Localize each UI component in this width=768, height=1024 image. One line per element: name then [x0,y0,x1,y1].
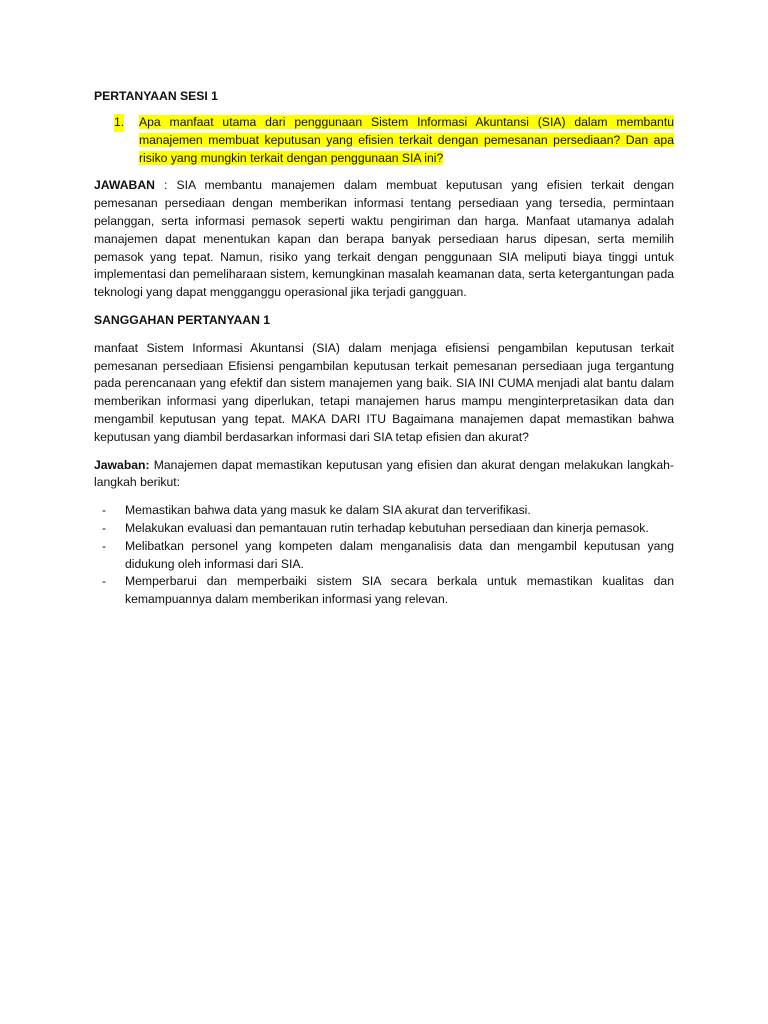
list-bullet: - [102,574,107,589]
question-text: Apa manfaat utama dari penggunaan Sistem Informasi Akuntansi (SIA) dalam membantu manajemen membuat keputusan yang efisien terkait dengan pemesanan persediaan? Dan apa risiko yang mungkin terkait dengan penggunaan SIA ini? [139,115,674,165]
list-item [94,573,674,609]
list-item-text: Melibatkan personel yang kompeten dalam menganalisis data dan mengambil keputusan yang didukung oleh informasi dari SIA. [125,538,674,571]
rebuttal-paragraph: manfaat Sistem Informasi Akuntansi (SIA) dalam menjaga efisiensi pengambilan keputusan terkait pemesanan persediaan Efisiensi pengambilan keputusan terkait pemesanan persediaan juga tergantung pada perencanaan yang efektif dan sistem manajemen yang baik. SIA INI CUMA menjadi alat bantu dalam memberikan informasi yang diperlukan, tetapi manajemen harus mampu menginterpretasikan data dan mengambil keputusan yang tepat. MAKA DARI ITU Bagaimana manajemen dapat memastikan bahwa keputusan yang diambil berdasarkan informasi dari SIA tetap efisien dan akurat? [94,340,674,444]
list-bullet: - [102,520,107,535]
list-item [94,502,674,520]
list-item-text: Melakukan evaluasi dan pemantauan rutin terhadap kebutuhan persediaan dan kinerja pemasok. [125,520,649,535]
answer2-paragraph [94,457,674,493]
rebuttal-heading: SANGGAHAN PERTANYAAN 1 [94,312,271,327]
list-item-text: Memastikan bahwa data yang masuk ke dalam SIA akurat dan terverifikasi. [125,503,531,518]
question-number: 1. [114,114,124,132]
question-list [94,114,674,167]
list-item [94,520,674,538]
answer2-label: Jawaban: [94,457,150,472]
list-item [94,538,674,574]
answer2-text: Manajemen dapat memastikan keputusan yang efisien dan akurat dengan melakukan langkah-langkah berikut: [94,457,674,490]
document-page [94,88,674,609]
answer-separator: : [154,178,177,193]
answer-text: SIA membantu manajemen dalam membuat keputusan yang efisien terkait dengan pemesanan persediaan dengan memberikan informasi tentang persediaan yang tersedia, permintaan pelanggan, serta informasi pemasok seperti waktu pengiriman dan harga. Manfaat utamanya adalah manajemen dapat menentukan kapan dan berapa banyak persediaan harus dipesan, serta memilih pemasok yang tepat. Namun, risiko yang terkait dengan penggunaan SIA meliputi biaya tinggi untuk implementasi dan pemeliharaan sistem, kemungkinan masalah keamanan data, serta ketergantungan pada teknologi yang dapat mengganggu operasional jika terjadi gangguan. [94,178,674,300]
answer-label: JAWABAN [94,178,155,193]
list-bullet: - [102,503,107,518]
list-item-text: Memperbarui dan memperbaiki sistem SIA secara berkala untuk memastikan kualitas dan kemampuannya dalam memberikan informasi yang relevan. [125,574,674,607]
steps-list [94,502,674,609]
list-bullet: - [102,538,107,553]
session-heading: PERTANYAAN SESI 1 [94,89,218,103]
question-item [94,114,674,167]
answer-paragraph [94,177,674,302]
